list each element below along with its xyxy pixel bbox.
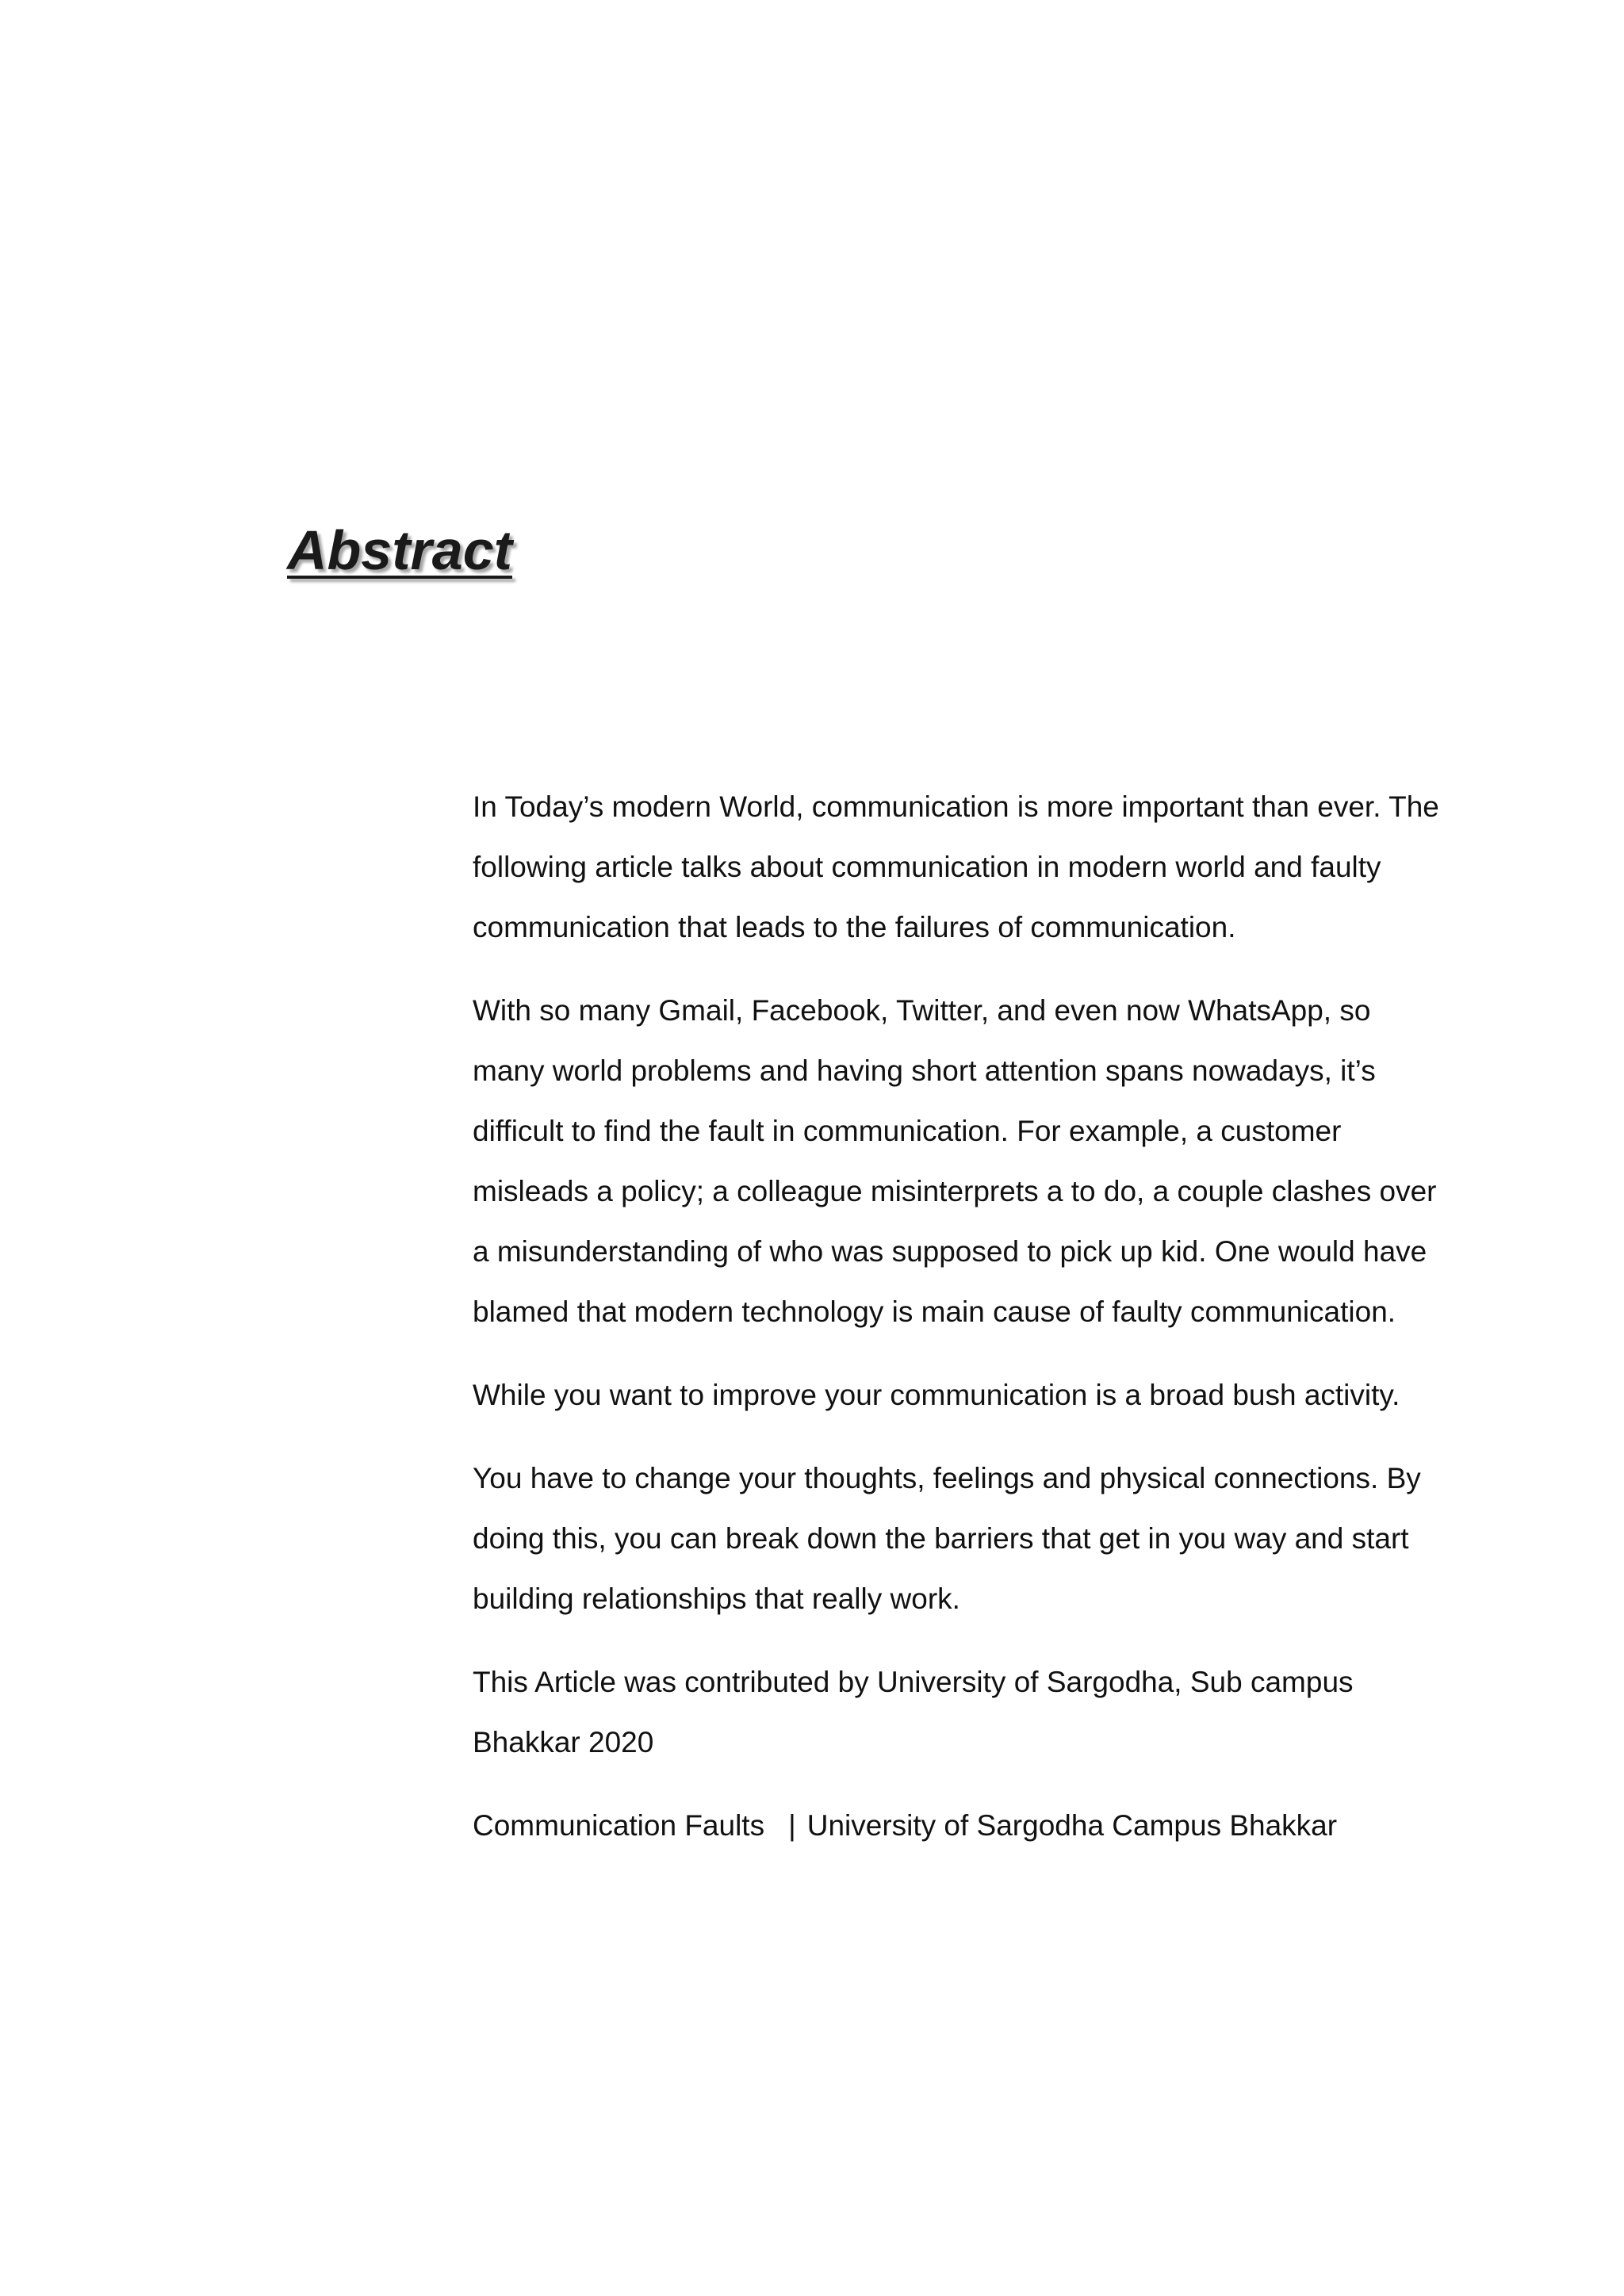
paragraph-social-media: With so many Gmail, Facebook, Twitter, and even now WhatsApp, so many world problems and having short attention spans nowadays, it’s difficult to find the fault in communication. For example, a customer misleads a policy; a colleague misinterprets a to do, a couple clashes over a misunderstanding of who was supposed to pick up kid. One would have blamed that modern technology is main cause of faulty communication. <box>473 994 1437 1328</box>
paragraph-intro: In Today’s modern World, communication is more important than ever. The following article talks about communication in modern world and faulty communication that leads to the failures of communication. <box>473 790 1439 943</box>
footer-separator: | <box>788 1809 796 1842</box>
abstract-heading: Abstract <box>287 519 512 581</box>
paragraph-improve: While you want to improve your communication is a broad bush activity. <box>473 1379 1400 1411</box>
paragraph-contribution: This Article was contributed by University of Sargodha, Sub campus Bhakkar 2020 <box>473 1666 1354 1758</box>
footer-institution: University of Sargodha Campus Bhakkar <box>806 1809 1338 1842</box>
paragraph-change: You have to change your thoughts, feelings and physical connections. By doing this, you can break down the barriers that get in you way and start building relationships that really work. <box>473 1462 1421 1615</box>
abstract-body <box>473 777 1440 1856</box>
footer-title: Communication Faults <box>473 1809 765 1842</box>
page-footer <box>473 1796 1440 1856</box>
